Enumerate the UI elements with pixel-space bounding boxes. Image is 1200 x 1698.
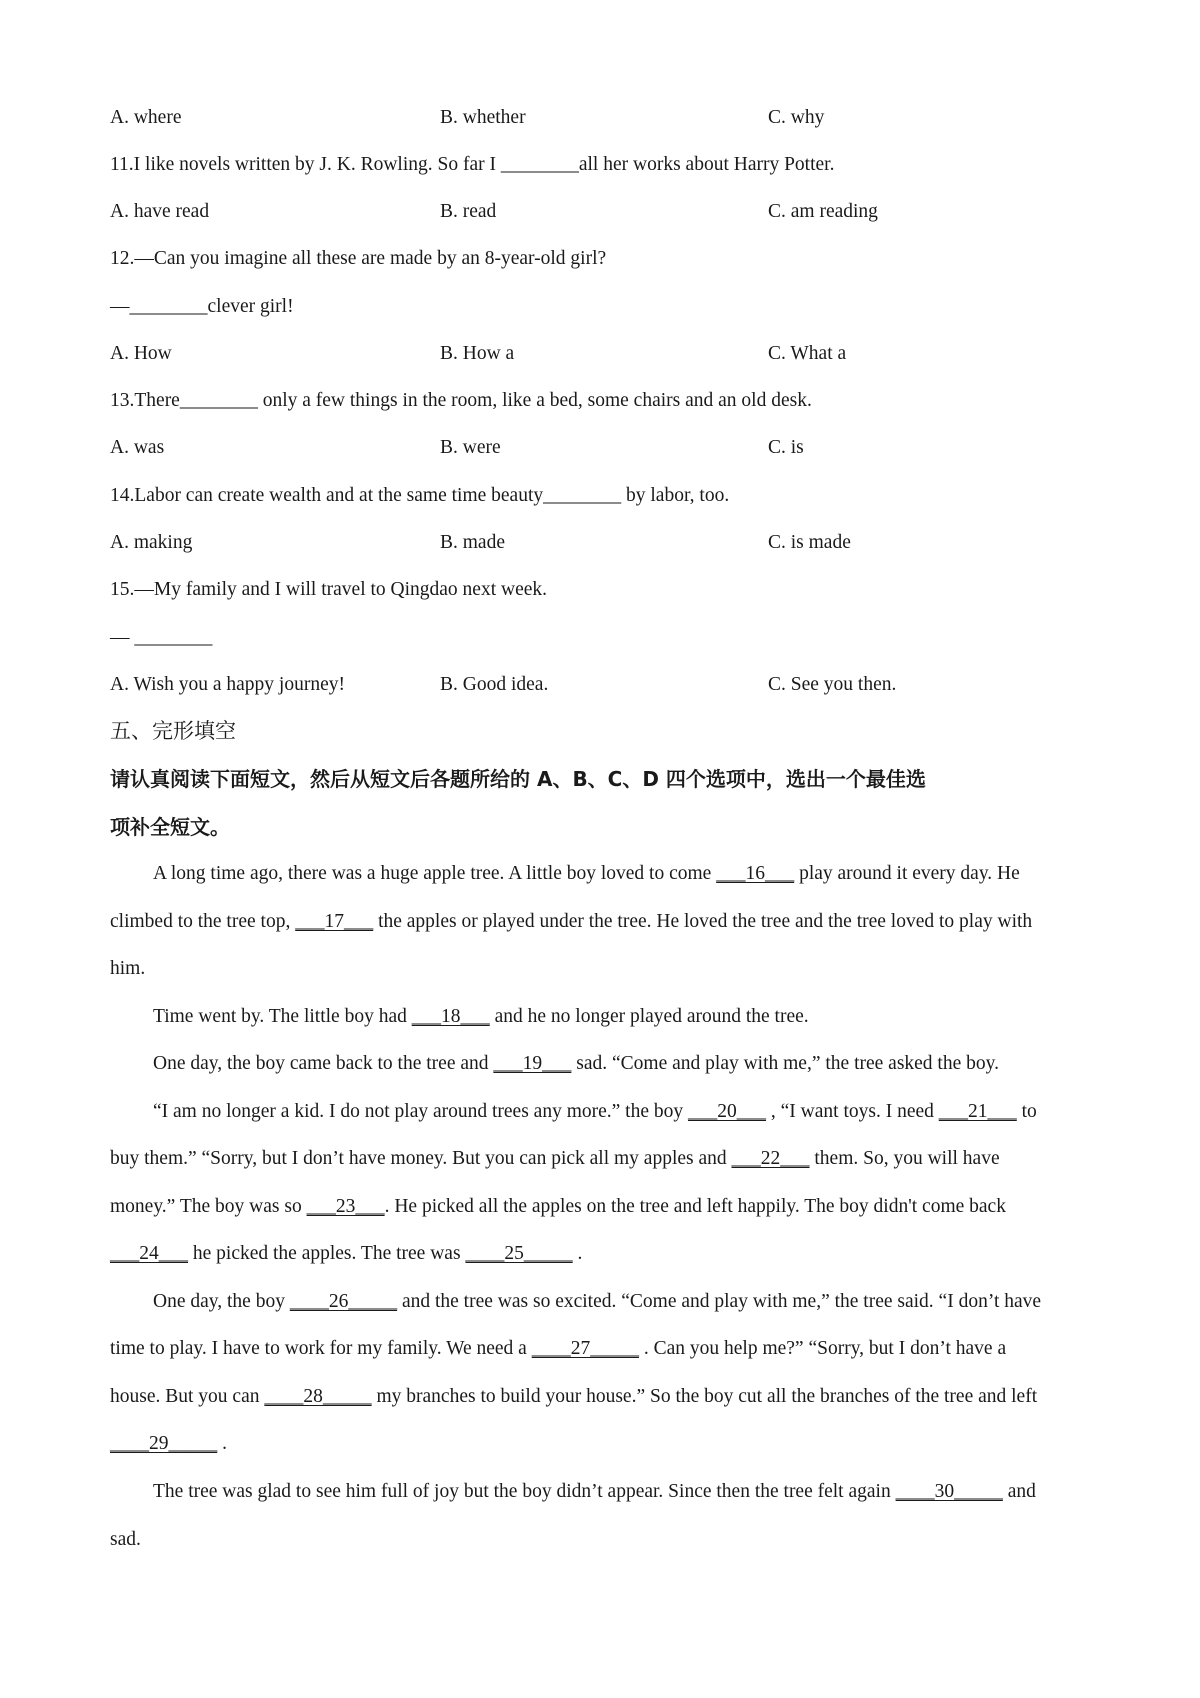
passage-line-15: sad. xyxy=(110,1529,141,1550)
blank-22: ___22___ xyxy=(731,1148,810,1169)
passage-line-9: ___24___ he picked the apples. The tree was ____25_____ . xyxy=(110,1243,583,1264)
blank-25: ____25_____ xyxy=(465,1243,573,1264)
passage-line-10: One day, the boy ____26_____ and the tree was so excited. “Come and play with me,” the tree said. “I don’t have xyxy=(153,1291,1042,1312)
q14-stem: 14.Labor can create wealth and at the same time beauty________ by labor, too. xyxy=(110,485,730,506)
q15-option-c: C. See you then. xyxy=(768,674,897,695)
blank-29: ____29_____ xyxy=(110,1433,218,1454)
passage-line-1: A long time ago, there was a huge apple tree. A little boy loved to come ___16___ play around it every day. He xyxy=(153,863,1020,884)
q14-option-a: A. making xyxy=(110,532,193,553)
passage-line-12: house. But you can ____28_____ my branches to build your house.” So the boy cut all the branches of the tree and left xyxy=(110,1386,1038,1407)
blank-24: ___24___ xyxy=(110,1243,188,1264)
q12-stem: 12.—Can you imagine all these are made by an 8-year-old girl? xyxy=(110,248,607,269)
q15-option-a: A. Wish you a happy journey! xyxy=(110,674,345,695)
blank-30: ____30_____ xyxy=(895,1481,1003,1502)
q11-option-a: A. have read xyxy=(110,201,210,222)
blank-26: ____26_____ xyxy=(289,1291,398,1312)
blank-16: ___16___ xyxy=(716,863,795,884)
q11-stem: 11.I like novels written by J. K. Rowling. So far I ________all her works about Harry Potter. xyxy=(110,154,835,175)
blank-19: ___19___ xyxy=(493,1053,572,1074)
q12-option-a: A. How xyxy=(110,343,172,364)
blank-23: ___23___ xyxy=(306,1196,385,1217)
section-heading: 五、完形填空 xyxy=(110,719,236,743)
passage-line-8: money.” The boy was so ___23___. He picked all the apples on the tree and left happily. The boy didn't come back xyxy=(110,1196,1006,1217)
passage-line-2: climbed to the tree top, ___17___ the apples or played under the tree. He loved the tree and the tree loved to play with xyxy=(110,911,1033,932)
q14-option-c: C. is made xyxy=(768,532,851,553)
q15-reply: — ________ xyxy=(110,627,213,648)
q14-option-b: B. made xyxy=(440,532,505,553)
blank-27: ____27_____ xyxy=(531,1338,639,1359)
passage-line-7: buy them.” “Sorry, but I don’t have money. But you can pick all my apples and ___22___ them. So, you will have xyxy=(110,1148,1000,1169)
blank-21: ___21___ xyxy=(938,1101,1017,1122)
q11-option-b: B. read xyxy=(440,201,497,222)
passage-line-3: him. xyxy=(110,958,146,979)
blank-28: ____28_____ xyxy=(264,1386,372,1407)
q10-option-c: C. why xyxy=(768,107,825,128)
q10-option-b: B. whether xyxy=(440,107,526,128)
section-instruction-line1: 请认真阅读下面短文，然后从短文后各题所给的 A、B、C、D 四个选项中，选出一个最佳选 xyxy=(110,767,926,791)
passage-line-14: The tree was glad to see him full of joy but the boy didn’t appear. Since then the tree felt again ____30_____ and xyxy=(153,1481,1036,1502)
q12-option-b: B. How a xyxy=(440,343,515,364)
q15-option-b: B. Good idea. xyxy=(440,674,549,695)
q13-option-c: C. is xyxy=(768,437,804,458)
q12-option-c: C. What a xyxy=(768,343,847,364)
blank-18: ___18___ xyxy=(411,1006,490,1027)
q13-option-a: A. was xyxy=(110,437,165,458)
section-instruction-line2: 项补全短文。 xyxy=(110,815,230,839)
q13-stem: 13.There________ only a few things in the room, like a bed, some chairs and an old desk. xyxy=(110,390,812,411)
passage-line-5: One day, the boy came back to the tree and ___19___ sad. “Come and play with me,” the tree asked the boy. xyxy=(153,1053,999,1074)
blank-17: ___17___ xyxy=(295,911,374,932)
passage-line-11: time to play. I have to work for my family. We need a ____27_____ . Can you help me?” “Sorry, but I don’t have a xyxy=(110,1338,1007,1359)
passage-line-4: Time went by. The little boy had ___18___ and he no longer played around the tree. xyxy=(153,1006,809,1027)
q12-reply: —________clever girl! xyxy=(110,296,294,317)
q13-option-b: B. were xyxy=(440,437,501,458)
passage-line-13: ____29_____ . xyxy=(110,1433,227,1454)
q10-option-a: A. where xyxy=(110,107,182,128)
passage-line-6: “I am no longer a kid. I do not play around trees any more.” the boy ___20___ , “I want toys. I need ___21___ to xyxy=(153,1101,1037,1122)
q15-stem: 15.—My family and I will travel to Qingdao next week. xyxy=(110,579,548,600)
q11-option-c: C. am reading xyxy=(768,201,878,222)
blank-20: ___20___ xyxy=(688,1101,767,1122)
